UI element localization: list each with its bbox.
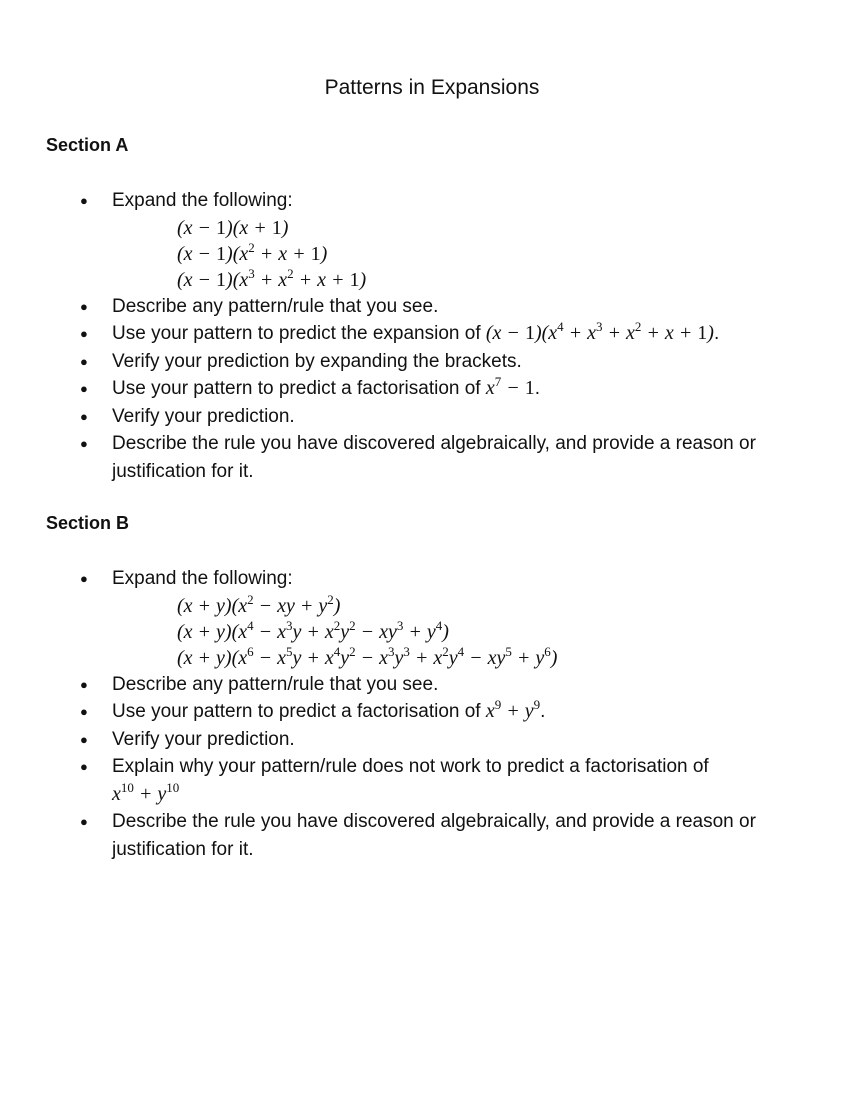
section-b-verify-item: ● Verify your prediction. xyxy=(80,726,820,754)
section-b-list xyxy=(80,565,820,863)
factorise-text: Use your pattern to predict a factorisation of xyxy=(112,701,486,722)
section-a-verify-item: ● Verify your prediction. xyxy=(80,403,820,431)
expression-a2: $(x - 1)(x^2 + x + 1)$ xyxy=(177,239,328,265)
section-a-expand-item xyxy=(80,187,820,293)
expression-a4: $(x - 1)(x^4 + x^3 + x^2 + x + 1)$ xyxy=(485,319,714,344)
expression-a3: $(x - 1)(x^3 + x^2 + x + 1)$ xyxy=(177,265,367,291)
section-a-verify-expand-item: ● Verify your prediction by expanding the brackets. xyxy=(80,348,820,376)
section-a-expressions xyxy=(112,215,820,293)
expression-b3: $(x + y)(x^6 - x^5y + x^4y^2 - x^3y^3 + x^2y^4 - xy^5 + y^6)$ xyxy=(177,643,558,669)
factorise-text: Use your pattern to predict a factorisation of xyxy=(112,378,486,399)
factorise-suffix: . xyxy=(534,378,541,399)
section-b-expand-item xyxy=(80,565,820,671)
section-a-list xyxy=(80,187,820,485)
expand-intro: Expand the following: xyxy=(112,190,293,211)
section-a-factorise-item xyxy=(80,375,820,403)
section-b-expressions xyxy=(112,593,820,671)
section-b-heading: Section B xyxy=(46,513,130,533)
expand-intro: Expand the following: xyxy=(112,568,293,589)
section-a-describe-item: ● Describe any pattern/rule that you see. xyxy=(80,293,820,321)
expression-x9-plus-y9: $x^9 + y^9$ xyxy=(485,697,541,722)
expression-b2: $(x + y)(x^4 - x^3y + x^2y^2 - xy^3 + y^4)$ xyxy=(177,617,449,643)
expression-a1: (x − 1)(x + 1) xyxy=(177,216,289,239)
predict-text: Use your pattern to predict the expansion of xyxy=(112,323,486,344)
section-a-rule-item: ● Describe the rule you have discovered algebraically, and provide a reason or justification for it. xyxy=(80,430,820,485)
section-b-rule-item: ● Describe the rule you have discovered algebraically, and provide a reason or justification for it. xyxy=(80,808,820,863)
expression-x7-minus-1: $x^7 - 1$ xyxy=(485,374,535,399)
section-b-describe-item: ● Describe any pattern/rule that you see. xyxy=(80,671,820,699)
explain-text: Explain why your pattern/rule does not work to predict a factorisation of xyxy=(112,756,709,777)
section-a-heading: Section A xyxy=(46,135,129,155)
expression-b1: $(x + y)(x^2$ − xy + $y^2$) xyxy=(177,591,341,617)
page-title: Patterns in Expansions xyxy=(324,76,540,99)
section-a-predict-item xyxy=(80,320,820,348)
factorise-suffix: . xyxy=(540,701,546,722)
section-b-explain-item xyxy=(80,753,820,808)
section-b-factorise-item xyxy=(80,698,820,726)
predict-suffix: . xyxy=(713,323,720,344)
expression-x10-plus-y10: $x^{10} + y^{10}$ xyxy=(112,779,180,805)
